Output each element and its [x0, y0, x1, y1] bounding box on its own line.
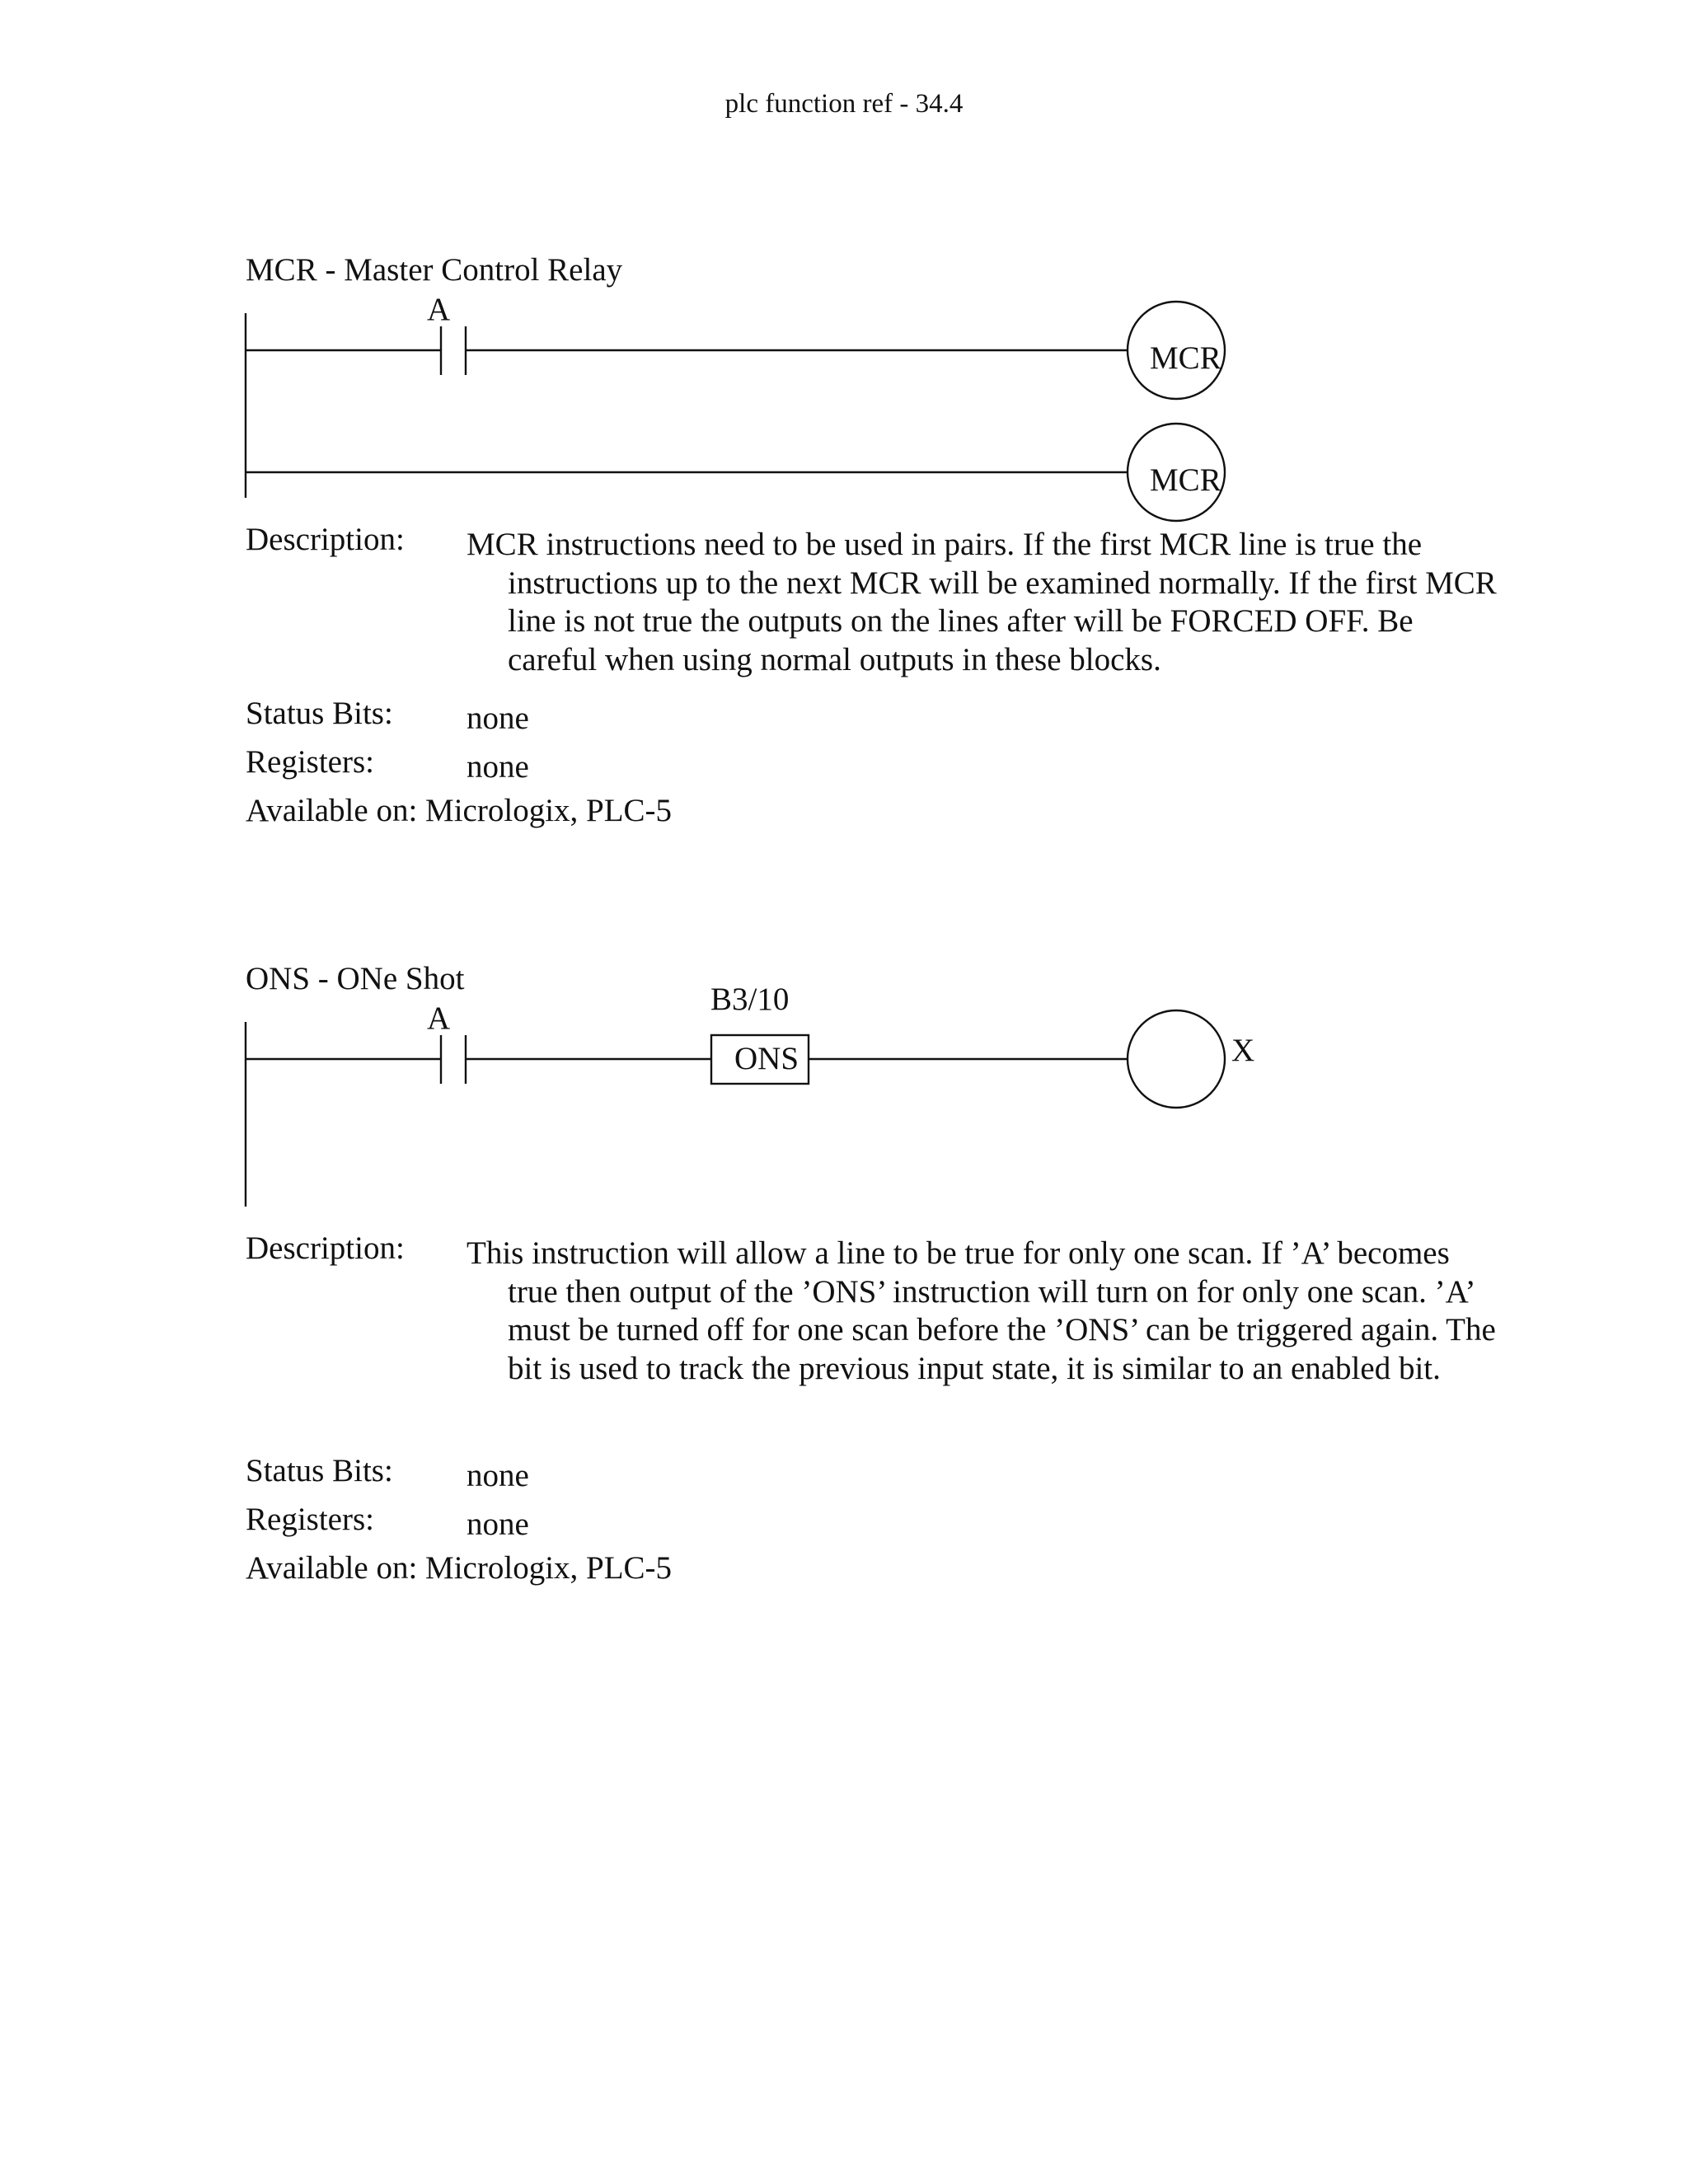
mcr-contact-label: A — [427, 292, 451, 327]
mcr-description-label: Description: — [246, 522, 405, 557]
ons-box-label: ONS — [734, 1041, 799, 1076]
mcr-status-label: Status Bits: — [246, 696, 393, 731]
mcr-coil-1-label: MCR — [1150, 340, 1221, 376]
mcr-coil-2-label: MCR — [1150, 462, 1221, 498]
mcr-registers-value: none — [467, 749, 529, 785]
ons-status-value: none — [467, 1458, 529, 1493]
ons-description-label: Description: — [246, 1230, 405, 1266]
page-header: plc function ref - 34.4 — [724, 89, 964, 119]
mcr-section-title: MCR - Master Control Relay — [246, 252, 623, 288]
ons-registers-label: Registers: — [246, 1502, 374, 1537]
mcr-status-value: none — [467, 701, 529, 736]
ons-status-label: Status Bits: — [246, 1453, 393, 1488]
ons-bit-address: B3/10 — [710, 982, 790, 1017]
ons-registers-value: none — [467, 1507, 529, 1542]
ons-contact-label: A — [427, 1001, 451, 1036]
ons-output-coil — [1128, 1010, 1225, 1108]
mcr-registers-label: Registers: — [246, 744, 374, 780]
mcr-availability: Available on: Micrologix, PLC-5 — [246, 793, 673, 828]
mcr-description: MCR instructions need to be used in pairs. If the first MCR line is true the instructions up to the next MCR will be examined normally. If the first MCR line is not true the outputs on the lines after will be FORCED OFF. Be careful when using normal outputs in these blocks. — [467, 527, 1497, 677]
ons-section-title: ONS - ONe Shot — [246, 961, 465, 996]
ons-description: This instruction will allow a line to be true for only one scan. If ’A’ becomes true then output of the ’ONS’ instruction will turn on for only one scan. ’A’ must be turned off for one scan before the ’ONS’ can be triggered again. The bit is used to track the previous input state, it is similar to an enabled bit. — [467, 1235, 1496, 1386]
ons-availability: Available on: Micrologix, PLC-5 — [246, 1550, 673, 1586]
ons-coil-label: X — [1231, 1033, 1255, 1068]
